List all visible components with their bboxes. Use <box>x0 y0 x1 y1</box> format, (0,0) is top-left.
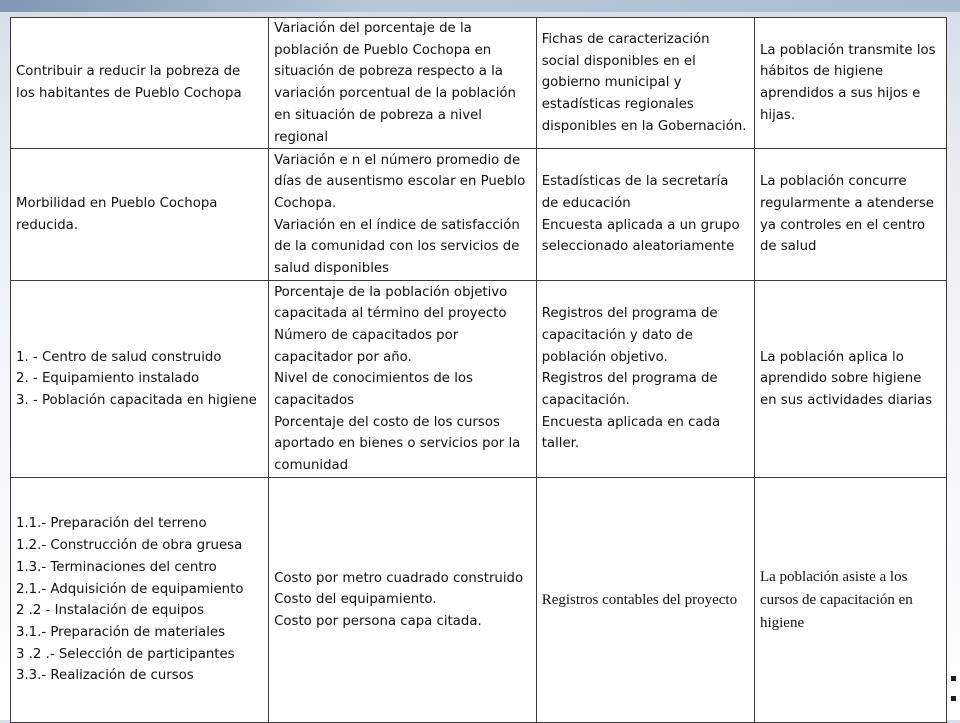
cell-objective: Contribuir a reducir la pobreza de los habitantes de Pueblo Cochopa <box>11 18 269 149</box>
cell-assumptions: La población aplica lo aprendido sobre higiene en sus actividades diarias <box>754 281 946 478</box>
cell-assumptions: La población transmite los hábitos de higiene aprendidos a sus hijos e hijas. <box>754 18 946 149</box>
cell-verification: Registros del programa de capacitación y dato de población objetivo. Registros del programa de capacitación. Encuesta aplicada en cada taller. <box>536 281 754 478</box>
cell-indicators: Costo por metro cuadrado construido Costo del equipamiento. Costo por persona capa citada. <box>269 478 537 723</box>
cell-indicators: Variación e n el número promedio de días de ausentismo escolar en Pueblo Cochopa. Variación en el índice de satisfacción de la comunidad con los servicios de salud disponibles <box>269 149 537 281</box>
cell-verification: Fichas de caracterización social disponibles en el gobierno municipal y estadísticas regionales disponibles en la Gobernación. <box>536 18 754 149</box>
logical-framework-table <box>10 17 947 723</box>
table-row-activities <box>11 478 947 723</box>
deco-dot <box>951 676 956 681</box>
cell-assumptions: La población concurre regularmente a atenderse ya controles en el centro de salud <box>754 149 946 281</box>
cell-objective: 1. - Centro de salud construido 2. - Equipamiento instalado 3. - Población capacitada en higiene <box>11 281 269 478</box>
table-row-purpose <box>11 149 947 281</box>
cell-indicators: Variación del porcentaje de la población de Pueblo Cochopa en situación de pobreza respecto a la variación porcentual de la población en situación de pobreza a nivel regional <box>269 18 537 149</box>
table-row-goal <box>11 18 947 149</box>
deco-dot <box>951 696 956 701</box>
cell-objective: Morbilidad en Pueblo Cochopa reducida. <box>11 149 269 281</box>
cell-indicators: Porcentaje de la población objetivo capacitada al término del proyecto Número de capacitados por capacitador por año. Nivel de conocimientos de los capacitados Porcentaje del costo de los cursos aportado en bienes o servicios por la comunidad <box>269 281 537 478</box>
top-decorative-band <box>0 0 960 12</box>
cell-verification: Estadísticas de la secretaría de educación Encuesta aplicada a un grupo seleccionado aleatoriamente <box>536 149 754 281</box>
corner-decoration <box>946 668 958 708</box>
table-row-outputs <box>11 281 947 478</box>
cell-verification: Registros contables del proyecto <box>536 478 754 723</box>
cell-objective: 1.1.- Preparación del terreno 1.2.- Construcción de obra gruesa 1.3.- Terminaciones del centro 2.1.- Adquisición de equipamiento 2 .2 - Instalación de equipos 3.1.- Preparación de materiales 3 .2 .- Selección de participantes 3.3.- Realización de cursos <box>11 478 269 723</box>
cell-assumptions: La población asiste a los cursos de capacitación en higiene <box>754 478 946 723</box>
